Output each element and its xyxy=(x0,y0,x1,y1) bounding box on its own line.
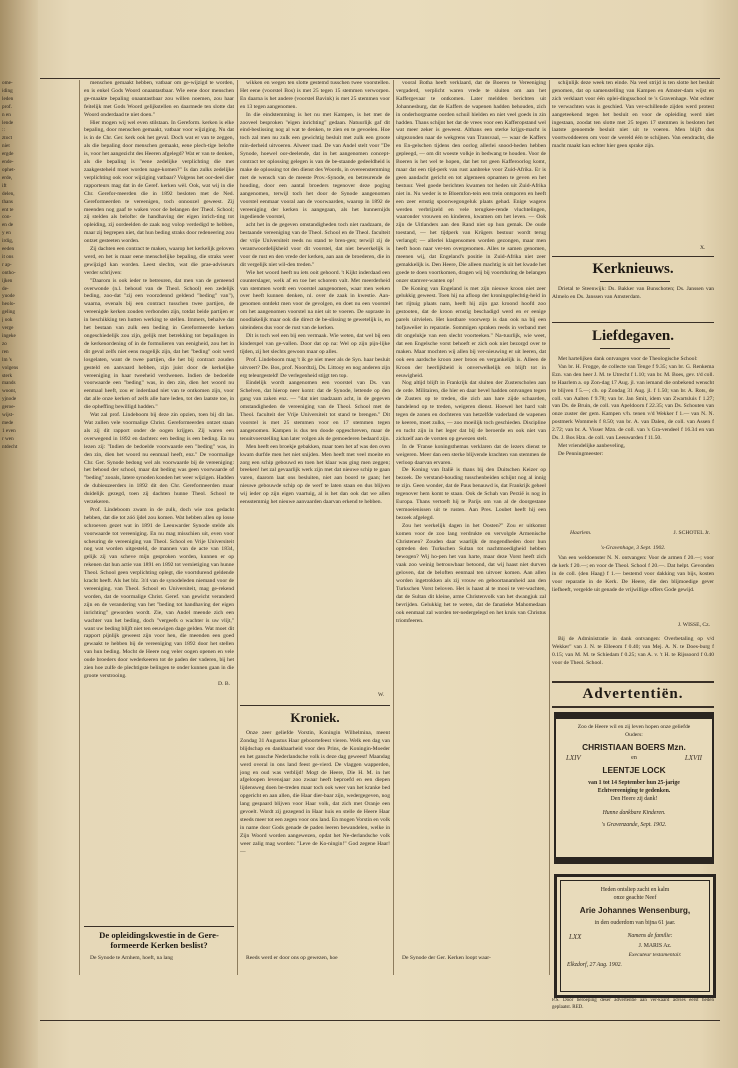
advert-rule-top xyxy=(552,681,714,683)
ad2-sign: J. MARIS Az. xyxy=(638,943,672,949)
text-fragment: lm 's xyxy=(2,356,12,363)
paragraph: schijnlijk deze week ten einde. Na veel strijd is ten slotte het besluit genomen, dat op samenstelling van Kampen en Amster-dam wijst en zich verklaart voor één oplei-dingsschool te 's Gravenhage. Wat echter te verwachten was is geschied. Van ver-schillende zijden werd protest aangeteekend tegen het besluit en voor de opleiding werd niet ingestaan, zoodat ten slotte met 25 tegen 17 stemmen is besloten het laatste genoemde besluit niet uit te voeren. Men blijft dus voortwoddeeren om voor de wereld één te schijnen. Van eendracht, die macht maakt kan echter hier geen sprake zijn. xyxy=(552,80,714,150)
text-fragment: delen, xyxy=(2,190,15,197)
text-fragment: yjnode xyxy=(2,396,17,403)
liefdegaven-text2: Van een weldoenster N. N. ontvangen: Voor de armen f 20.—; voor de kerk f 20.—; en voor de Theol. School f 20.—. Dat helpt. Gevonden in de coll. (den Haag) f 1.— bestemd voor dakking van bijs, kosten voor reparatie in de Kerk. De Heere, die den blijmoedige gever liefheeft, vergelde uit genade de vrijwillige offers Gode gewijd. xyxy=(552,555,714,593)
ad-bottom-band xyxy=(556,857,712,862)
text-fragment: irdig, xyxy=(2,238,14,245)
liefdegaven-text3: Bij de Administratie in dank ontvangen: Overbetaling op v/d Wekker" van J. N. te Elleeom f 0.40; van Mej. A. N. te Does-burg f 0.15; van M. M. te Schiedam f 0.25; van A. v. 't H. te Rijssoord f 0.40 voor de Theol. School. xyxy=(552,636,714,666)
text-fragment: y en xyxy=(2,230,11,237)
column-divider xyxy=(79,80,80,975)
liefdegaven-date: 's-Gravenhage, 3 Sept. 1902. xyxy=(600,545,666,551)
left-column-fragments xyxy=(2,80,38,930)
text-fragment: de- xyxy=(2,285,9,292)
paragraph: wikken en wegen ten slotte gestemd tusschen twee voorstellen. Het eene (voorstel Bos) is met 25 tegen 15 stemmen verworpen. En daarna is het andere (voorstel Bavink) is met 25 stemmen voor en 13 tegen aangenomen. xyxy=(240,80,390,110)
text-fragment: :: xyxy=(2,127,5,134)
advertentien-heading: Advertentiën. xyxy=(582,686,684,702)
paragraph: Wie het woord heeft nu iets ooit gehoord. 't Kijkt inderdaad een counterslager, welk af en toe het schorem valt. Met meerderheid van stemmen wordt een voorstel aangenomen, waar men weken over heeft kunnen denken, nl. over de zaak in kwestie. Aan-genomen ontdekt men voor de gevolgen, en doet nu een voorstel om het aangenomen voorstel na niet uit te voeren. De sopraste in noodlakelijk maar ook die direct de be-slissing te gewetelijk is, en uiteindens dus voor de rust van de kerken. xyxy=(240,269,390,332)
text-fragment: en de xyxy=(2,222,14,229)
paragraph: Met vriendelijke aanbeveling, xyxy=(558,442,625,449)
text-fragment: sterk xyxy=(2,372,13,379)
text-fragment: ingeke xyxy=(2,333,16,339)
kerknieuws-text: Drietal te Steenwijk: Ds. Bakker van Bunschoten; Ds. Janssen van Almelo en Ds. Janssen van Amsterdam. xyxy=(552,286,714,300)
text-fragment: it ons xyxy=(2,253,14,260)
ad-jubileum xyxy=(554,712,714,864)
paragraph: acht het in de gegeven omstandigheden toch niet raadzaam, de bestaande vereeniging van de Theol. School en de Theol. faculteit der vrije Universiteit reeds nu stand te bren-gen; terwijl zij de verantwoordelijkheid voor dit voorstel, dat niet bewerkelijk is voor de rust en den vrede der kerken, aan aan de broederen, die in dit vergelijk niet wil-den treden." xyxy=(240,222,390,268)
column-3 xyxy=(396,80,546,948)
ad2-family: Namens de familie: xyxy=(627,933,673,939)
paragraph: Zou het werkelijk dagen in het Oosten?" Zou er uitkomst komen voor de zoo lang verdrukte en vervolgde Armenische Christenen? Zouden daar waarlijk de mogendheden door hun optreden den Turkschen Sultan tot nachtmoedigheid hebben bewogen? Wij ho-pen het van harte, maar deze Vorst heeft zich vaak zoo weinig betrouwbaar betoond, dat wij haast niet durven geloven, dat de beloften eenmaal ten uitvoer komen. Aan allen worden ingetrokken als zij vrouw en geboortanamheid aan den Turkschen Vorst beloven. Het is haast al te mooi te ver-wachten, dat de Sultan dit kleine, arme Christenvolk van het dwangjuk zal bevrijden. Gelukkig het te weten, dat de fanatieke Mahomedaan ook eenmaal zal worden ter-nedergelegd en het kruis van Christus triomfeeren. xyxy=(396,522,546,624)
paragraph: De Koning van Engeland is met zijn nieuwe kroon niet zeer gelukkig geweest. Toen hij na afloop der kroningsplechtig-heid in het rijtuig plaats nam, heeft hij zijn gaz kroond hoofd zoo gestooten, dat de kroon ernstig beschadigd werd en er eenige parels uitvielen. Het kostbare voorwerp is dan ook na bij een hofjuwelier in reparatie. Sommigen spraken reeds in verband met dit ongelukje van een slecht voorteeken." Na-tuurlijk, wie weet, dat een Engelsche vorst behoeft er zich ook niet bezorgd over te maken. Maar mochten wij allen bij ver-nieuwing er uit leeren, dat ook een aardsche kroon zeer broos en vergankelijk is. Alleen de Kroon der heerlijkheid is onverwelkelijk en blijft tot in eeuwigheid. xyxy=(396,285,546,379)
kerknieuws-rule-top xyxy=(552,256,714,257)
paragraph: Zij dachten een contract te maken, waarop het kerkelijk geloven werd, en het is maar eene menschelijke bepaling, die straks weer gewijzigd kan worden. Leest slechts, wat die prae-adviseurs verder schrijven: xyxy=(84,246,234,276)
column-divider xyxy=(393,80,394,975)
text-fragment: lende xyxy=(2,119,14,126)
paragraph: Men heeft een broekje gebakken, maar toen het af was den oven kwam durfde men het niet snijden. Men heeft met veel moeite en zorg een schip gebouwd en toen het klaar was ging men zeggen; breeken! het zal gevaarlijk werk zijn met dat nieuwe schip te gaan varen, daarom laat ons besluiten, niet aan boord te gaan; het nieuwe gebouwde schip op de werf te laten staan en dus blijven wij ieder op zijn eigen vaartuig, al is het dan ook dat we allen eensstemmig het nieuwe aanvaarden daarvan erkend te hebben. xyxy=(240,443,390,506)
ad1-monogram-left: LXIV xyxy=(566,754,581,762)
paragraph: Van br. H. Frogge, de collecte van Tenge f 9.35; van br. G. Renkema Ezn. van den heer J. M. te Utrecht f 1.10; van br. M. Boes, gev. t/d coll. te Haarlem a. op Zon-dag 17 Aug. jl. van iemand die onbekend wenscht te blijven f 5.—; ch. op Zondag 31 Aug. jl. f 1.50; van br. A. Rots, de coll. van Aalten f 9.78; van br. Jan Smit, idem van Zwartsluis f 1.27; van Ds. de Bruin, de coll. van Apeldoorn f 22.35; van Ds. Schouten van onze zuster der gem. Kampen v/h. tenen v/d Wekker f 1.— van N. N. postmerk Wommels f 8.50; van br. A. van Dalen, de coll. van Assen f 2.72; van br. A. Visser Mzn. de coll. van 's Gra-vendeel f 16.34 en van Ds. J. Bos Hzn. de coll. van Leeuwarden f 11.50. xyxy=(552,363,714,442)
ad1-place: 's Gravenzande, Sept. 1902. xyxy=(601,822,667,828)
paragraph: Hier mogen wij wel even stilstaan. In Gereform. kerken is elke bepaling, door menschen gemaakt, vatbaar voor wijziging. Nu dat is in de Chr. Ger. kerk ook het geval. Doch wat er van te zeggen, als die bepaling door menschen gemaakt, eene plech-tige belofte is, voor het aangezicht des Heeren afgelegd? Wat er van te denken, als die bepaling is "eene zedelijke verplichting die met zaakgesteheid moet worden nage-komen?" Is dan zulks zedelijke verplichting ook voor wijziging vatbaar? Volgens het oor-deel dier rapporteurs mag dat in de Geref. kerken wèl. Ook, wat wij in die Chr. Gerefor-meerden die in 1892 besloten met de Ned. Gereformeerden te vereenigen, toch onnoozel geweest. Zij meenden nog gaaf te waken voor de belangen der Theol. School; zij stelden als belofte: de handhaving der eigen inrich-ting tot opleiding, zij oordeelden de zaak nog volop verdedigd te hebben, maar zij begrepen niet, dat hun beding straks door redeneering zou ontzet gesteeten worden. xyxy=(84,119,234,245)
text-fragment: r ap- xyxy=(2,261,12,268)
text-fragment: mede xyxy=(2,419,14,426)
text-fragment: thans xyxy=(2,198,13,205)
text-fragment: mands xyxy=(2,380,16,387)
text-fragment: j ook xyxy=(2,317,13,324)
paragraph: Eindelijk wordt aangenomen een voorstel van Ds. van Schelven, dat hierop neer komt: dat de Synode, lettende op den gang van zaken enz. — "dat niet raadzaam acht, in de gegeven omstandigheden de vereeniging van de Theol. School met de Theol. faculteit der Vrije Universiteit tot stand te brengen." Dit voorstel is met 25 stemmen voor en 17 stemmen tegen aangenomen. Kampen is dus ten doode opgeschreven, maar de tenuitvoerstelling kan later volgen als de gemoederen bedaard zijn. xyxy=(240,380,390,442)
text-fragment: geroe- xyxy=(2,404,16,411)
ad1-name2: LEENTJE LOCK xyxy=(602,765,666,775)
kroniek-rule xyxy=(240,705,390,706)
ad-overlijden xyxy=(554,874,716,998)
text-fragment: r wen xyxy=(2,435,14,442)
paragraph: Nog altijd blijft in Frankrijk dat sluiten der Zusterscholen aan de orde. Militairen, die hier en daar bevel hadden ontvangen tegen de Zusters op te treden, die zich aan hare zijde schaarden, handelend op te treden, weigeren dienst. Hoewel het hard valt tegen de zonen en dochteren van hetzelfde vaderland de wapenen te keeren, moet zulks, — zoo moeilijk toch geschieden. Discipline en tucht zijn in het leger dat bij de beroerde en ook niet van zichzelf aan de vorsten op gewezen stelt. xyxy=(396,380,546,442)
opleiding-heading: De opleidingskwestie in de Gere-formeerde Kerken beslist? xyxy=(99,930,219,950)
ad1-intro: Zoo de Heere wil en zij leven hopen onze geliefde Ouders: xyxy=(577,724,691,738)
bottom-rule xyxy=(40,1020,720,1021)
col3-tail-text: De Synode der Ger. Kerken loopt waar- xyxy=(402,955,491,961)
kroniek-text xyxy=(240,730,390,940)
text-fragment: ift xyxy=(2,182,7,189)
paragraph: In de 'Franse koningsthemas verklaren dat de lezers dienst te weigeren. Meer dan een sterke blijvende krachten van stemmen de verloop daarvan ervaren. xyxy=(396,443,546,466)
liefdegaven-sign-row xyxy=(552,530,714,539)
text-fragment: ent te xyxy=(2,206,14,213)
ad2-intro2: onze geachte Neef xyxy=(613,895,657,901)
ad2-monogram: LXX xyxy=(569,933,582,941)
liefdegaven-sign2: J. WISSE, Cz. xyxy=(677,622,710,628)
text-fragment: ontho- xyxy=(2,269,16,276)
col2-tail-text: Reeds werd er door ons op gewezen, hoe xyxy=(246,955,338,961)
col1-tail-text: De Synode te Arnhem, hoeft, na lang xyxy=(90,955,173,961)
ad1-line4: Hunne dankbare Kinderen. xyxy=(602,810,666,816)
text-fragment: woont, xyxy=(2,388,17,395)
paragraph: Prof. Lindeboom mag 't ik ge niet meer als de Syn. haar besluit uitvoert? De. Bos, prof. Noordtzij, Ds. Littooy en nog anderen zijn erg teleurgesteld! De verlegenheid stijgt ten top. xyxy=(240,356,390,379)
text-fragment: niet xyxy=(2,143,10,150)
paragraph: menschen gemaakt hebben, vatbaar om ge-wijzigd te worden, en is enkel Gods Woord onaantastbaar. Wie eene door menschen ge-maakte bepaling onaantastbaar zou willen noemen, zou haar feitelijk met Gods Woord gelijkstellen en daarmede ten slotte dat Woord onderdaad te niet doen." xyxy=(84,80,234,118)
paragraph: Wat zal prof. Lindeboom bij deze zin opzien, toen bij dit las. Wat zullen vele voormalige Christ. Gereformeerden ontzet staan als zij dit rapport onder de oogen krijgen. Zij waren een overwegend in 1892 en dachten: een beding is een beding. En nu lezen zij: "Indien de bedoelde voorwaarde een "beding" was, in den zin, dien het woord nu eenmaal heeft, enz." De voormalige Chr. Ger. Synode bedong wel als voorwaarde bij de vereeniging: het behoud der school, maar dat beding was geen voorwaarde of "beding" zooals, latere synoden konden het weer wijzigen. Hadden de dubieuzeerders in 1892 dit den Chr. Gereformeerden maar duidelijk gezegd, toen zij dachten hunne Theol. School te verzekeren. xyxy=(84,412,234,506)
paragraph: De Penningmeester: xyxy=(558,450,604,457)
text-fragment: verge xyxy=(2,325,14,332)
ad1-line3: Den Heere zij dank! xyxy=(610,796,658,802)
text-fragment: ende- xyxy=(2,159,14,166)
ad2-role: Executeur testamentair. xyxy=(628,952,682,958)
text-fragment: iding xyxy=(2,87,13,94)
ad1-name1: CHRISTIAAN BOERS Mzn. xyxy=(582,742,686,752)
ad1-line2: Echtvereeniging te gedenken. xyxy=(597,788,671,794)
text-fragment: yuode xyxy=(2,293,15,300)
top-rule xyxy=(40,78,720,79)
text-fragment: ntdecht xyxy=(2,443,18,450)
liefdegaven-place: Haarlem. xyxy=(570,530,592,536)
article-synode-end xyxy=(552,80,714,151)
signature-db: D. B. xyxy=(218,680,230,687)
liefdegaven-rule-bottom xyxy=(600,348,670,349)
liefdegaven-heading: Liefdegaven. xyxy=(591,328,675,344)
kroniek-heading: Kroniek. xyxy=(290,710,340,725)
article-opleiding-continued xyxy=(84,80,234,681)
text-fragment: con- xyxy=(2,214,12,221)
ad2-intro1: Heden ontsliep zacht en kalm xyxy=(600,887,670,893)
signature-w: W. xyxy=(378,692,385,698)
paragraph: "Daarom is ook ieder te betreuren, dat men van de gemeend overwonde (n.l. behoud van de Theol. School) een zedelijk beding, zoo-dat "zij een voorzdennd geldend "beding" van"), waarna, evenals bij een contract tusschen twee partijen, de vereenigde kerken zouden verbonden zijn, totdat beide partijen er in beschikking ten hutten werking te stellen. Immers, behalve dat het bestaan van zulk een beding in Gereformeerde kerken ongeschiedelijk zou zijn, gelijk met betrekking tot bepalingen in de kerkenordening of in de formulieren van eenigheid, zou het in dit geval zelfs niet eens mogelijk zijn, dat het "beding" ooit werd losgelaten, want de twee partijen, die het bij contract zouden gesteld en aanvaard hebben, zijn juist door de kerkelijke vereeniging in haar tweeheid verdwenen. Indien de bedoelde voorwaarde een "beding" was, in den zin, dien het woord nu eenmaal heeft, zou er inderdaad niet van te ontkomen zijn, voor dat alle onze kerken of zelfs alle hare leden, tot den laatste toe, in die opheffing bewilligd hadden." xyxy=(84,277,234,411)
paragraph: Met hartelijken dank ontvangen voor de Theologische School: xyxy=(558,356,698,362)
heading-rule xyxy=(84,926,234,927)
paragraph: Onze zeer geliefde Vorstin, Koningin Wilhelmina, meent Zondag 31 Augustus Haar geboortefeest vieren. Welk een dag van blijdschap en dankbaarheid voor den Prins, de Koningin-Moeder en het gansche Nederlandsche volk is deze dag geweest! Maandag werd overal in ons land feest ge-vierd. De vlaggen wapperden, jong en oud was verblijd! Mogt de Heere, Die H. M. in het afgeloopen levensjaar zoo zwaar heeft beproefd en een diepen lijdensweg doen be-treden maar toch ook weer van het kranke bed opgericht en aan allen, die Haar dier-baar zijn, wedergegeven, nog lang gespaard blijven voor Haar volk, dat zich met Oranje een gevoelt. Wordt zij gezegend in Haar huis en stelle de Heere Haar steeds meer tot een zegen voor ons land. En mogen Vorstin en volk in name door Gods genade de paden leeren bewandelen, welke in Zijn Woord worden aangewezen, opdat het Ne-derlandsche volk weer zalig mag worden: "Leve de Ko-ningin!" God zegene Haar! — xyxy=(240,730,390,855)
text-fragment: ren xyxy=(2,348,9,355)
article-synode xyxy=(240,80,390,507)
paragraph: Prof. Lindeboom zwam in de zulk, doch wie zou gedacht hebben, dat die tot zóó ijdel zou komen. Wat hebben allen op losse schroeven gezet wat in 1891 de Leeuwarder Synode stelde als voorwaarde tot vereeniging. En nu mag misschien uit, even voor scheuring de vereeniging van Theol. School en Vrije Universiteit nog wat worden uitgesteld, de mannen van de acte van 1834, gelijk zij van scheve mijn gesproken worden, kunnen er op rekenen dat hun actie van 1891 en 1892 tot vernietiging van hunne Theol. School geen verplichting oplegt, die voortdurend geldende kracht heeft. Als het blz. 3/4 van de synodeleden niemand voor de vereeniging. van Theol. School en Universiteit, mag ge-rekend worden, dat de voormalige Christ. Geref. van gewicht veranderd zijn en de verandering van het "beding tot handhaving der eigen inrichting" geworden wordt. Zie, van Andel meende zich een wachter van het beding, doch "vergeefs o wachter is uw vlijt," want uw beding blijft niet ten eeuwigen dage gelden. Wat moet dit rapport pijnlijk geweest zijn voor hen, die meenden een goed gewaakt te hebben bij de vereeniging van 1892 door het stellen van hun beding. Mocht de Heere nog veler oogen openen en vele oude broeders door wederkeeren tot de paden der vaderen, bij het zien hoe zulfe de plechtigste belingen te onder kunnen gaan in die groote verstrooing. xyxy=(84,506,234,679)
text-fragment: ijken xyxy=(2,277,13,284)
text-fragment: wijst- xyxy=(2,412,14,419)
article-buitenland xyxy=(396,80,546,626)
kerknieuws-heading: Kerknieuws. xyxy=(592,261,674,277)
signature-x: X. xyxy=(700,245,706,251)
ad2-place: Elkzdorf, 27 Aug. 1902. xyxy=(567,962,622,968)
advert-footnote: P.S. Door beroeping deser advertentie aan ver-kaard advies eerst heden geplaatst. RED. xyxy=(552,998,714,1010)
text-fragment: leden xyxy=(2,95,14,102)
ad1-line1: van 1 tot 14 September hun 25-jarige xyxy=(588,780,680,786)
text-fragment: eeden xyxy=(2,246,15,253)
paragraph: vooral Botha heeft verklaard, dat de Boeren te Vereeniging vergaderd, verplicht waren vrede te sluiten om aan het Kaffergevaar te ontkomen. Later meldden berichten uit Johannesburg, dat de Kaffers de wapenen hadden behouden, zich in onderhorgname oorden schuil hielden en niet veel goeds in zin hadden. Thans schijnt het dat de vrees voor een Kafferopstand wel wat meer zeker is geweest. Althans een sterke krijgs-macht is uitgezonden naar de wekgrens van Transvaal, — waar de Kaffers en En-gelschen tijdens den oorlog allerlei snood-heden hebben gepleegd, — om dit woeste volkje in bedwang te houden. Voor de Boeren is het wel te hopen, dat het tot geen Kafferoorlog komt, maar dat een tijd-perk van rust aanbreke voor Zuid-Afrika. Er is geen aandacht gericht en tot algemeen opnamen te geven en het bestuur. Veel goede berichten kwamen tot heden uit Zuid-Afrika niet in. Nu weder is te Bloemfon-tein een trein ontsporen en heeft een zeer ernstig spoorwegongeluk plaats gehad. Enige wagens werden verbrijzeld en vele terugkee-rende vluchtelingen, waaronder vrouwen en kinderen, kwamen om het leven. — Ook zijn de Uitlanders aan den Rand niet op hun gemak. De oude toestand, — het tijdperk van Krügers bestuur wordt terug verlangd; — allerlei klagensomen worden gezongen, maar men heeft hoon naar ver-ten overgenomen. Alles te samen genomen, meenen wij, dat Engeland's positie in Zuid-Afrika niet zeer gemakkelijk is. Den Heere, Die alleen machtig is uit het kwade het goede te doen voortkomen, dragen wij bij voortduring de belangen onzer stamver-wanten op! xyxy=(396,80,546,284)
ad2-name: Arie Johannes Wensenburg, xyxy=(579,906,691,915)
ad1-en: en xyxy=(631,755,637,761)
text-fragment: 1 even xyxy=(2,427,16,434)
text-fragment: heolo- xyxy=(2,301,16,308)
paragraph: In die eindstemming is het nu met Kampen, is het met de zooveel besproken "eigen inrichting" gedaan. Natuurlijk gaf dit eind-beslissing nog al wat te denken, te zien en te gevoelen. Hoe toch zal men nu zulk een gewichtig besluit met zulk een groote min-derheid uitvoeren. Alweer raad. De van Andel stelt voor "De Synode, hoewel oor-deelende, dat in het aangenomen concept-contract ter oplossing gelegen is van de be-staande gedeeldheid is make de oplossing tot den dienst des Woords, in overeenstemming met de wensch van de meeste Prov.-Synode, en betreurende de houding, door een aantal broeders tegenover deze poging aangenomen, terwijl toch het door de Synode aangenomen voorstel eenmaar vooral aan de voorwaarden, waarop in 1892 de vereeniging der kerken is aangegaan, als het hunnernijds ingediende voorstel, xyxy=(240,111,390,221)
liefdegaven-rule-top xyxy=(552,322,714,323)
column-1 xyxy=(84,80,234,920)
text-fragment: ophet- xyxy=(2,166,16,173)
ad-top-band xyxy=(556,714,712,719)
liefdegaven-signer: J. SCHOTEL Jr. xyxy=(673,530,710,536)
paragraph: De Koning van Italië is thans bij den Duitschen Keizer op bezoek. De verstand-houding tusschenbeiden schijnt nog al innig te zijn. Geen wonder, dat de Paus benauwd is, dat Frankrijk geheel tegenover hem komt te staan. Ook de Schah van Perzië is nog in Europa. Thans vertoeft hij te Parijs om van al de doorgestane vermoeienissen uit te rusten. Aan Pres. Loubet heeft hij een bezoek afgelegd. xyxy=(396,467,546,521)
text-fragment: zo xyxy=(2,340,7,347)
ad1-monogram-right: LXVII xyxy=(684,754,702,762)
text-fragment: erde, xyxy=(2,174,13,181)
kerknieuws-rule-bottom xyxy=(600,281,670,282)
ad2-age: in den ouderdom van bijna 61 jaar. xyxy=(594,920,676,926)
text-fragment: ztoct xyxy=(2,135,13,142)
liefdegaven-text xyxy=(552,356,714,528)
column-4 xyxy=(552,80,714,250)
paragraph: Dit is toch wel een bij een vermaak. Wie weten, dat wel bij een kinderspel van ge-vallen. Door dat op na: Wel op zijn pijn-lijke tijden, zij het slechts gewoon maar op alles. xyxy=(240,333,390,355)
column-2 xyxy=(240,80,390,690)
text-fragment: ome- xyxy=(2,80,13,86)
advert-rule-bottom xyxy=(552,706,714,708)
column-divider xyxy=(237,80,238,975)
text-fragment: n en xyxy=(2,111,11,118)
text-fragment: volgens xyxy=(2,364,19,371)
column-divider xyxy=(549,80,550,975)
text-fragment: geling xyxy=(2,309,15,316)
text-fragment: ergde xyxy=(2,151,14,158)
text-fragment: prof. xyxy=(2,103,12,110)
